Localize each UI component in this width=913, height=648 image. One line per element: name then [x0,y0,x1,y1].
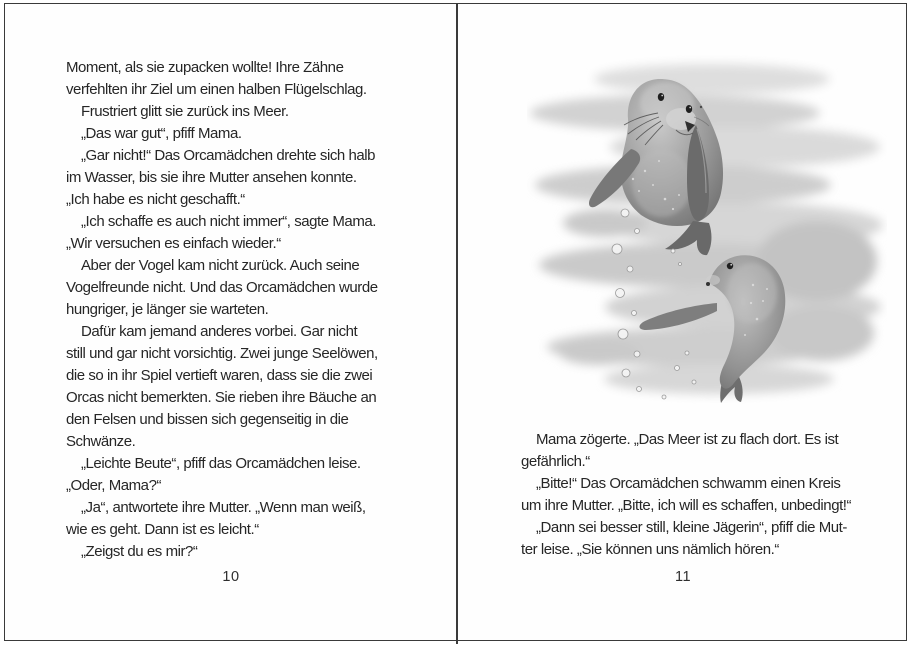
text-line: „Bitte!“ Das Orcamädchen schwamm einen Kreis [536,475,841,492]
text-line: „Dann sei besser still, kleine Jägerin“, pfiff die Mut- [536,519,847,536]
text-line: „Ich schaffe es auch nicht immer“, sagte Mama. [81,213,376,230]
text-line: „Leichte Beute“, pfiff das Orcamädchen leise. [81,455,361,472]
sealion-illustration [527,53,887,405]
text-line: Mama zögerte. „Das Meer ist zu flach dort. Es ist [536,431,839,448]
page-gutter-line [456,3,458,644]
text-line: ter leise. „Sie können uns nämlich hören.“ [521,541,779,558]
text-line: die so in ihr Spiel vertieft waren, dass sie die zwei [66,367,373,384]
text-line: Schwänze. [66,433,136,450]
text-line: „Wir versuchen es einfach wieder.“ [66,235,281,252]
text-line: im Wasser, bis sie ihre Mutter ansehen konnte. [66,169,357,186]
right-page-text [521,429,907,561]
text-line: Orcas nicht bemerkten. Sie rieben ihre Bäuche an [66,389,377,406]
text-line: Aber der Vogel kam nicht zurück. Auch seine [81,257,360,274]
page-number-right: 11 [674,569,692,585]
text-line: still und gar nicht vorsichtig. Zwei junge Seelöwen, [66,345,378,362]
text-line: „Ja“, antwortete ihre Mutter. „Wenn man weiß, [81,499,366,516]
text-line: „Ich habe es nicht geschafft.“ [66,191,245,208]
text-line: „Oder, Mama?“ [66,477,162,494]
text-line: hungriger, je länger sie warteten. [66,301,269,318]
text-line: „Gar nicht!“ Das Orcamädchen drehte sich halb [81,147,376,164]
text-line: Dafür kam jemand anderes vorbei. Gar nicht [81,323,358,340]
text-line: um ihre Mutter. „Bitte, ich will es schaffen, unbedingt!“ [521,497,852,514]
text-line: den Felsen und bissen sich gegenseitig in die [66,411,349,428]
text-line: „Zeigst du es mir?“ [81,543,198,560]
text-line: wie es geht. Dann ist es leicht.“ [66,521,259,538]
text-line: gefährlich.“ [521,453,590,470]
text-line: Vogelfreunde nicht. Und das Orcamädchen wurde [66,279,378,296]
text-line: verfehlten ihr Ziel um einen halben Flügelschlag. [66,81,367,98]
text-line: Moment, als sie zupacken wollte! Ihre Zähne [66,59,344,76]
left-page-text [66,57,451,563]
page-number-left: 10 [222,569,240,585]
text-line: Frustriert glitt sie zurück ins Meer. [81,103,289,120]
text-line: „Das war gut“, pfiff Mama. [81,125,242,142]
